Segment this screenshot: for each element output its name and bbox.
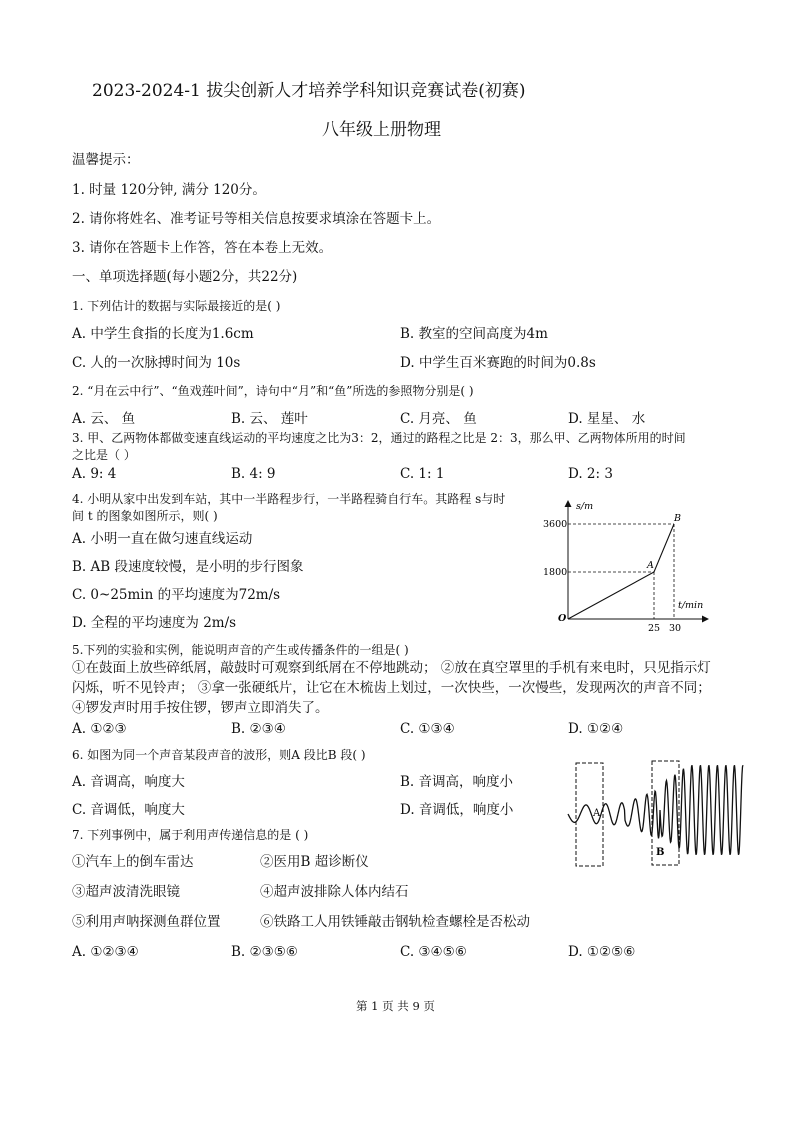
q3-stem-line2: 之比是（ ）	[72, 448, 136, 462]
q4-stem-line1: 4. 小明从家中出发到车站，其中一半路程步行，一半路程骑自行车。其路程 s与时	[72, 492, 506, 506]
q7-option-b: B. ②③⑤⑥	[231, 944, 298, 960]
q7-option-d: D. ①②⑤⑥	[568, 944, 636, 960]
tip-item-3: 3. 请你在答题卡上作答，答在本卷上无效。	[72, 240, 333, 256]
q4-option-b: B. AB 段速度较慢，是小明的步行图象	[72, 559, 304, 575]
waveform-figure	[565, 758, 745, 870]
st-graph-xtick-30: 30	[669, 623, 682, 634]
q3-option-c: C. 1: 1	[400, 466, 445, 482]
q2-option-c: C. 月亮、 鱼	[400, 411, 477, 427]
q7-item-1: ①汽车上的倒车雷达	[72, 854, 194, 870]
exam-subtitle: 八年级上册物理	[322, 120, 441, 140]
st-graph-xtick-25: 25	[648, 623, 661, 634]
q7-item-6: ⑥铁路工人用铁锤敲击钢轨检查螺栓是否松动	[260, 914, 530, 930]
tip-item-2: 2. 请你将姓名、准考证号等相关信息按要求填涂在答题卡上。	[72, 211, 441, 227]
st-graph-ytick-1800: 1800	[543, 567, 568, 578]
q5-option-b: B. ②③④	[231, 721, 286, 737]
st-graph-s-label: s/m	[576, 501, 594, 512]
q5-option-a: A. ①②③	[72, 721, 127, 737]
q7-option-c: C. ③④⑤⑥	[400, 944, 467, 960]
st-graph-point-a: A	[647, 560, 654, 571]
q5-statements: ①在鼓面上放些碎纸屑，敲鼓时可观察到纸屑在不停地跳动； ②放在真空罩里的手机有来电时，只见指示灯闪烁，听不见铃声； ③拿一张硬纸片，让它在木梳齿上划过，一次快些，一次慢些，发现两次的声音不同； ④锣发声时用手按住锣，锣声立即消失了。	[72, 660, 711, 716]
q6-option-a: A. 音调高，响度大	[72, 774, 185, 790]
q7-item-3: ③超声波清洗眼镜	[72, 884, 180, 900]
q2-stem: 2. “月在云中行”、“鱼戏莲叶间”，诗句中“月”和“鱼”所选的参照物分别是( )	[72, 384, 474, 398]
q7-stem: 7. 下列事例中，属于利用声传递信息的是 ( )	[72, 828, 309, 842]
st-graph-point-b: B	[674, 513, 681, 524]
q7-item-4: ④超声波排除人体内结石	[260, 884, 409, 900]
waveform-label-b: B	[656, 847, 665, 858]
exam-title: 2023-2024-1 拔尖创新人才培养学科知识竞赛试卷(初赛)	[92, 81, 526, 101]
q1-stem: 1. 下列估计的数据与实际最接近的是( )	[72, 299, 281, 313]
q5-stem: 5.下列的实验和实例，能说明声音的产生或传播条件的一组是( )	[72, 643, 409, 657]
q1-option-a: A. 中学生食指的长度为1.6cm	[72, 326, 254, 342]
q5-option-d: D. ①②④	[568, 721, 624, 737]
page-footer: 第 1 页 共 9 页	[356, 999, 435, 1013]
st-graph-ytick-3600: 3600	[543, 519, 568, 530]
q6-option-c: C. 音调低，响度大	[72, 802, 185, 818]
q3-stem-line1: 3. 甲、乙两物体都做变速直线运动的平均速度之比为3：2，通过的路程之比是 2：3，那么甲、乙两物体所用的时间	[72, 431, 686, 445]
st-graph	[540, 495, 715, 635]
q2-option-d: D. 星星、 水	[568, 411, 646, 427]
tips-label: 温馨提示：	[72, 152, 140, 168]
q7-item-5: ⑤利用声呐探测鱼群位置	[72, 914, 221, 930]
st-graph-t-label: t/min	[678, 600, 704, 611]
q1-option-b: B. 教室的空间高度为4m	[400, 326, 548, 342]
q6-option-b: B. 音调高，响度小	[400, 774, 514, 790]
q1-option-c: C. 人的一次脉搏时间为 10s	[72, 355, 241, 371]
section-heading: 一、单项选择题(每小题2分，共22分)	[72, 269, 298, 285]
q6-option-d: D. 音调低，响度小	[400, 802, 514, 818]
q7-item-2: ②医用B 超诊断仪	[260, 854, 369, 870]
q4-option-d: D. 全程的平均速度为 2m/s	[72, 615, 237, 631]
st-graph-line	[568, 524, 674, 619]
q7-option-a: A. ①②③④	[72, 944, 139, 960]
q5-option-c: C. ①③④	[400, 721, 455, 737]
q2-option-a: A. 云、 鱼	[72, 411, 136, 427]
tip-item-1: 1. 时量 120分钟, 满分 120分。	[72, 182, 266, 198]
q1-option-d: D. 中学生百米赛跑的时间为0.8s	[400, 355, 596, 371]
q4-option-a: A. 小明一直在做匀速直线运动	[72, 531, 253, 547]
q3-option-a: A. 9: 4	[72, 466, 117, 482]
q6-stem: 6. 如图为同一个声音某段声音的波形，则A 段比B 段( )	[72, 748, 366, 762]
st-graph-origin: O	[558, 613, 567, 624]
q4-stem-line2: 间 t 的图象如图所示，则( )	[72, 509, 218, 523]
q3-option-b: B. 4: 9	[231, 466, 276, 482]
waveform-label-a: A	[593, 808, 601, 819]
q2-option-b: B. 云、 莲叶	[231, 411, 308, 427]
q4-option-c: C. 0~25min 的平均速度为72m/s	[72, 587, 281, 603]
q3-option-d: D. 2: 3	[568, 466, 613, 482]
